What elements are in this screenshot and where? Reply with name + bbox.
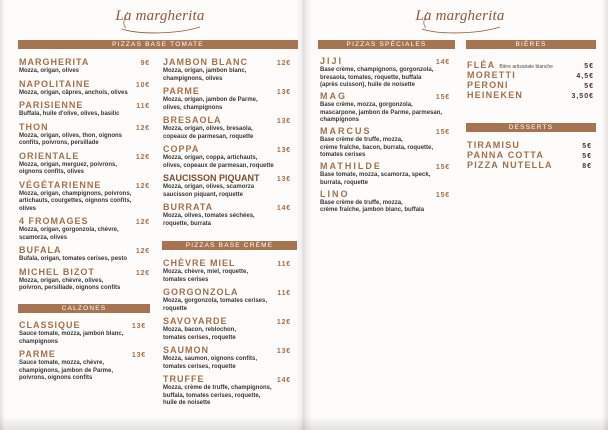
pizza-price: 9€ — [140, 60, 150, 67]
calzone-name: CLASSIQUE — [19, 320, 81, 330]
item-heading — [19, 100, 150, 111]
pizza-ingredients: Mozza, origan, olives, thon, oignons confits, poivrons, persillade — [19, 132, 123, 146]
pizza-price: 13€ — [276, 89, 291, 96]
item-heading — [163, 115, 291, 126]
pizza-item — [163, 57, 291, 83]
pizza-list-speciales — [320, 56, 450, 216]
pizza-price: 15€ — [435, 164, 450, 171]
calzone-item — [19, 320, 146, 346]
section-header-pizzas-base-tomate: PIZZAS BASE TOMATE — [18, 40, 298, 49]
scan-edge-left — [0, 0, 5, 430]
pizza-price: 12€ — [135, 124, 150, 132]
item-heading — [320, 161, 450, 172]
pizza-price: 12€ — [276, 319, 291, 326]
pizza-item — [19, 122, 150, 148]
pizza-ingredients: Mozza, crème de truffe, champignons, buffala, tomates cerises, roquette, huile de noisette — [163, 385, 272, 406]
pizza-item — [19, 216, 150, 242]
section-header-calzones: CALZONES — [18, 304, 150, 313]
dessert-name: PIZZA NUTELLA — [467, 160, 553, 170]
pizza-name: BUFALA — [19, 245, 62, 255]
pizza-name: VÉGÉTARIENNE — [19, 179, 102, 190]
calzone-ingredients: Sauce tomate, mozza, chèvre, champignons, jambon de Parme, poivrons, oignons confits — [19, 360, 114, 381]
pizza-item — [163, 345, 291, 371]
beer-name: MORETTI — [467, 70, 516, 80]
pizza-list-base-tomate-column-2 — [163, 57, 291, 231]
section-header-bieres: BIÈRES — [466, 40, 596, 49]
logo-text: La margherita — [115, 8, 205, 24]
pizza-name: JAMBON BLANC — [163, 57, 248, 67]
item-heading — [163, 173, 291, 184]
dessert-item — [467, 140, 592, 150]
dessert-item — [467, 150, 592, 160]
pizza-ingredients: Mozza, origan, chèvre, olives, poivron, persillade, oignons confits — [19, 277, 121, 291]
beer-name: HEINEKEN — [467, 90, 524, 100]
pizza-ingredients: Mozza, origan, merguez, poivrons, oignons confits, olives — [19, 161, 118, 175]
pizza-name: MATHILDE — [320, 161, 382, 171]
section-header-pizzas-base-creme: PIZZAS BASE CRÈME — [162, 241, 297, 250]
dessert-price: 8€ — [582, 163, 592, 170]
pizza-name: BURRATA — [163, 202, 214, 212]
pizza-price: 11€ — [136, 103, 150, 110]
pizza-ingredients: Buffala, huile d'olive, olives, basilic — [19, 111, 120, 117]
dessert-price: 5€ — [582, 143, 592, 150]
pizza-ingredients: Mozza, gorgonzola, tomates cerises, roquette — [163, 298, 268, 312]
pizza-ingredients: Mozza, origan, gorgonzola, chèvre, scamorza, olives — [19, 227, 119, 241]
pizza-ingredients: Mozza, bacon, reblochon, tomates cerises, roquette — [163, 327, 237, 341]
pizza-item — [163, 287, 291, 313]
item-heading — [19, 180, 150, 191]
pizza-ingredients: Mozza, saumon, oignons confits, tomates cerises, roquette — [163, 356, 258, 370]
pizza-price: 12€ — [135, 269, 150, 277]
pizza-item — [19, 57, 150, 76]
dessert-price: 5€ — [582, 153, 592, 160]
pizza-item — [163, 316, 291, 342]
item-heading — [19, 79, 150, 90]
pizza-name: BRESAOLA — [163, 115, 222, 125]
pizza-price: 15€ — [435, 129, 450, 136]
pizza-price: 15€ — [435, 94, 450, 101]
calzone-price: 13€ — [131, 352, 146, 359]
pizza-name: JIJI — [320, 56, 344, 66]
pizza-item — [19, 180, 150, 214]
pizza-name: SAUCISSON PIQUANT — [163, 173, 260, 183]
logo-text: La margherita — [415, 8, 505, 24]
pizza-item — [320, 189, 450, 215]
pizza-name: 4 FROMAGES — [19, 216, 89, 226]
dessert-name: TIRAMISU — [467, 140, 521, 150]
pizza-name: SAUMON — [163, 345, 209, 355]
pizza-name: ORIENTALE — [19, 150, 80, 161]
calzone-price: 13€ — [131, 323, 146, 330]
pizza-ingredients: Bufala, origan, tomates cerises, pesto — [19, 256, 128, 262]
pizza-item — [163, 374, 291, 408]
pizza-ingredients: Mozza, origan, olives — [19, 68, 80, 74]
pizza-name: PARISIENNE — [19, 100, 84, 110]
item-heading — [163, 316, 291, 327]
dessert-name: PANNA COTTA — [467, 150, 545, 160]
pizza-ingredients: Mozza, chèvre, miel, roquette, tomates cerises — [163, 269, 249, 283]
pizza-price: 12€ — [276, 60, 291, 67]
pizza-price: 15€ — [435, 191, 450, 199]
beer-list — [467, 60, 594, 100]
pizza-item — [320, 91, 450, 125]
pizza-item — [163, 86, 291, 112]
item-heading — [163, 374, 291, 385]
beer-price: 4,5€ — [576, 73, 594, 80]
page-fold — [296, 0, 312, 430]
pizza-item — [163, 173, 291, 199]
pizza-item — [320, 126, 450, 160]
pizza-list-base-tomate-column-1 — [19, 57, 150, 296]
section-header-pizzas-speciales: PIZZAS SPÉCIALES — [318, 40, 455, 49]
item-heading — [19, 151, 150, 162]
item-heading — [320, 126, 450, 137]
calzone-name: PARME — [19, 349, 56, 359]
pizza-name: SAVOYARDE — [163, 316, 228, 326]
pizza-price: 14€ — [435, 59, 450, 66]
pizza-item — [19, 245, 150, 264]
logo-left — [100, 6, 220, 36]
pizza-item — [163, 144, 291, 170]
pizza-name: NAPOLITAINE — [19, 78, 91, 89]
pizza-name: COPPA — [163, 144, 200, 154]
beer-item — [467, 60, 594, 70]
item-heading — [19, 57, 150, 68]
calzone-ingredients: Sauce tomate, mozza, jambon blanc, champignons — [19, 331, 124, 345]
pizza-price: 11€ — [277, 261, 291, 268]
pizza-ingredients: Mozza, origan, olives, scamorza saucisson piquant, roquette — [163, 184, 255, 198]
item-heading — [320, 56, 450, 67]
pizza-item — [19, 100, 150, 119]
pizza-name: MAG — [320, 91, 347, 101]
pizza-ingredients: Mozza, origan, câpres, anchois, olives — [19, 89, 128, 96]
pizza-ingredients: Mozza, olives, tomates séchées, roquette, burrata — [163, 213, 255, 227]
section-header-desserts: DESSERTS — [466, 123, 596, 132]
pizza-item — [320, 161, 450, 187]
dessert-list — [467, 140, 592, 170]
item-heading — [163, 86, 291, 97]
pizza-price: 12€ — [135, 219, 150, 226]
pizza-name: MARGHERITA — [19, 57, 90, 67]
beer-item — [467, 90, 594, 100]
pizza-price: 10€ — [135, 81, 150, 89]
pizza-name: LINO — [320, 188, 350, 199]
pizza-item — [163, 258, 291, 284]
pizza-name: MICHEL BIZOT — [19, 266, 95, 277]
beer-name: PERONI — [467, 80, 509, 90]
pizza-price: 13€ — [276, 118, 291, 125]
calzone-list — [19, 320, 146, 386]
pizza-ingredients: Base crème de truffe, mozza, crème fraîche, jambon blanc, buffala — [320, 199, 425, 213]
scan-edge-right — [602, 0, 608, 430]
pizza-price: 14€ — [276, 377, 291, 384]
item-heading — [320, 91, 450, 102]
pizza-name: THON — [19, 121, 49, 132]
pizza-name: CHÈVRE MIEL — [163, 258, 236, 268]
pizza-name: TRUFFE — [163, 374, 205, 384]
pizza-price: 14€ — [276, 205, 291, 212]
pizza-item — [19, 267, 150, 293]
item-heading — [19, 122, 150, 133]
pizza-ingredients: Mozza, origan, olives, bresaola, copeaux de parmesan, roquette — [163, 126, 254, 140]
beer-note: Bière artisanale blanche — [499, 64, 553, 70]
pizza-item — [19, 151, 150, 177]
item-heading — [320, 189, 450, 200]
pizza-price: 12€ — [135, 153, 150, 161]
item-heading — [19, 267, 150, 278]
pizza-name: MARCUS — [320, 126, 372, 136]
pizza-item — [320, 56, 450, 90]
pizza-price: 11€ — [277, 290, 291, 297]
pizza-name: PARME — [163, 86, 200, 96]
item-heading — [19, 216, 150, 227]
pizza-item — [163, 202, 291, 228]
pizza-list-base-creme — [163, 258, 291, 411]
item-heading — [19, 349, 146, 360]
item-heading — [19, 320, 146, 331]
pizza-price: 12€ — [135, 248, 150, 255]
logo-right — [400, 6, 520, 36]
pizza-ingredients: Mozza, origan, champignons, poivrons, artichauts, courgettes, oignons confits, olives — [19, 190, 132, 212]
pizza-item — [163, 115, 291, 141]
pizza-item — [19, 79, 150, 98]
item-heading — [163, 287, 291, 298]
calzone-item — [19, 349, 146, 383]
pizza-price: 13€ — [276, 348, 291, 355]
pizza-name: GORGONZOLA — [163, 287, 239, 297]
beer-price: 5€ — [584, 63, 594, 70]
item-heading — [163, 345, 291, 356]
dessert-item — [467, 160, 592, 170]
item-heading — [19, 245, 150, 256]
pizza-ingredients: Mozza, origan, jambon de Parme, olives, champignons — [163, 97, 258, 111]
item-heading — [163, 202, 291, 213]
pizza-ingredients: Mozza, origan, jambon blanc, champignons, olives — [163, 68, 247, 82]
pizza-price: 13€ — [276, 147, 291, 154]
pizza-price: 12€ — [135, 182, 150, 190]
pizza-ingredients: Mozza, origan, coppa, artichauts, olives, copeaux de parmesan, roquette — [163, 155, 274, 169]
pizza-ingredients: Base tomate, mozza, scamorza, speck, burrata, roquette — [320, 172, 431, 186]
item-heading — [163, 57, 291, 68]
item-heading — [163, 144, 291, 155]
beer-price: 3,50€ — [571, 93, 594, 100]
item-heading — [163, 258, 291, 269]
pizza-ingredients: Base crème, champignons, gorgonzola, bresaola, tomates, roquette, buffala (après cuisson), huile de noisette — [320, 67, 434, 88]
beer-name: FLÉA — [467, 60, 496, 70]
beer-item — [467, 80, 594, 90]
pizza-ingredients: Base crème de truffe, mozza, crème fraîche, bacon, burrata, roquette, tomates cerises — [320, 137, 434, 158]
beer-price: 5€ — [584, 83, 594, 90]
pizza-price: 13€ — [276, 176, 291, 183]
pizza-ingredients: Base crème, mozza, gorgonzola, mascarpone, jambon de Parme, parmesan, champignons — [320, 102, 443, 123]
